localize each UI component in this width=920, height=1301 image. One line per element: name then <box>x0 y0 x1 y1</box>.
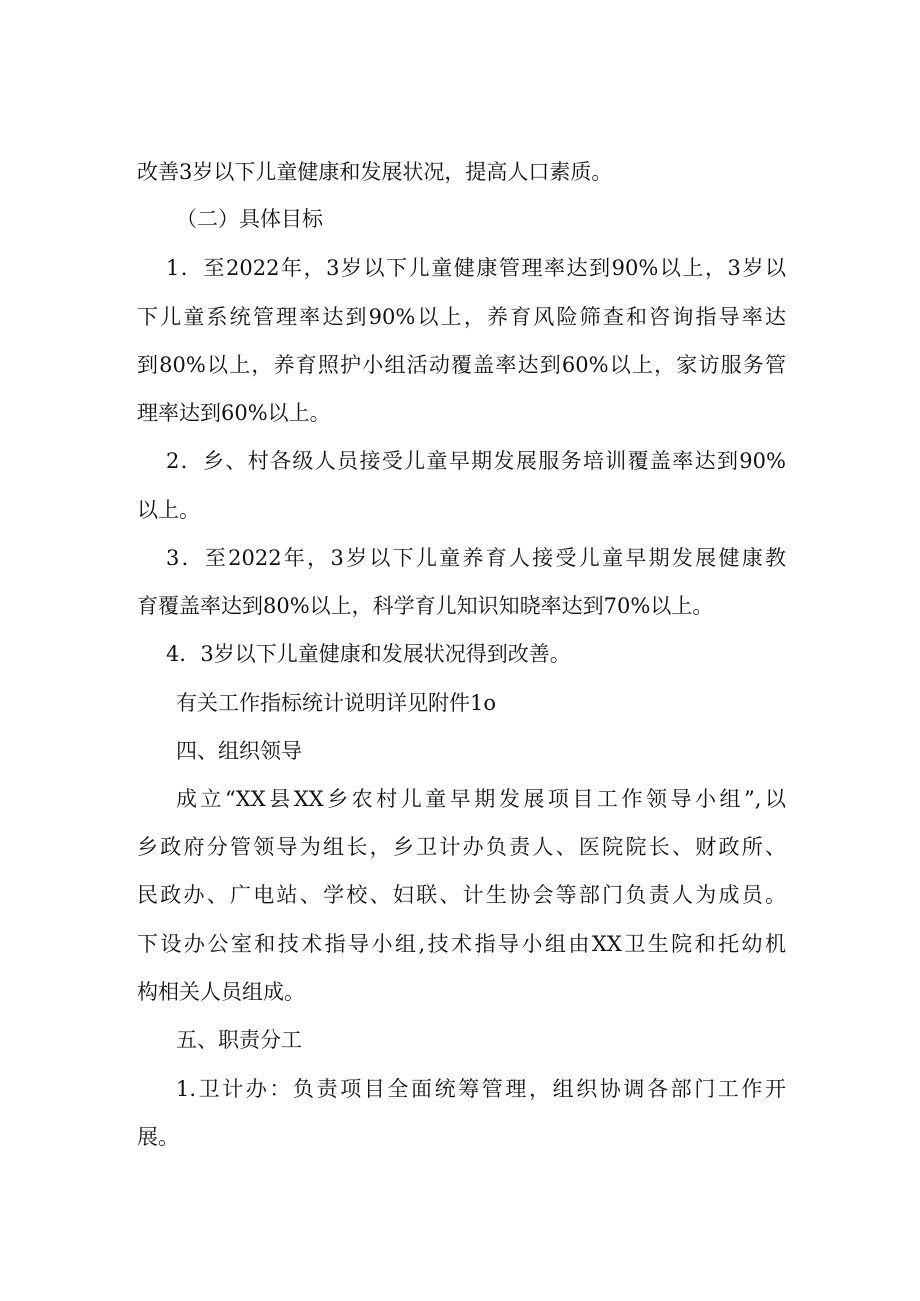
paragraph-line: 下儿童系统管理率达到90%以上，养育风险筛查和咨询指导率达 <box>137 305 786 329</box>
paragraph-line: 民政办、广电站、学校、妇联、计生协会等部门负责人为成员。 <box>137 883 786 907</box>
paragraph-line: 展。 <box>137 1125 179 1149</box>
paragraph-line: 1.卫计办：负责项目全面统筹管理，组织协调各部门工作开 <box>176 1077 786 1101</box>
paragraph-line: 乡政府分管领导为组长，乡卫计办负责人、医院院长、财政所、 <box>137 835 786 859</box>
paragraph-line: 改善3岁以下儿童健康和发展状况，提高人口素质。 <box>137 160 613 184</box>
paragraph-line: 到80%以上，养育照护小组活动覆盖率达到60%以上，家访服务管 <box>137 353 786 377</box>
paragraph-line: 2．乡、村各级人员接受儿童早期发展服务培训覆盖率达到90% <box>166 449 786 473</box>
paragraph-line: 以上。 <box>137 498 200 522</box>
paragraph-line: 构相关人员组成。 <box>137 980 305 1004</box>
paragraph-line: 理率达到60%以上。 <box>137 401 331 425</box>
paragraph-line: 4．3岁以下儿童健康和发展状况得到改善。 <box>166 642 571 666</box>
paragraph-line: 成立“XX县XX乡农村儿童早期发展项目工作领导小组”,以 <box>176 787 786 811</box>
section-heading: （二）具体目标 <box>176 207 323 231</box>
paragraph-line: 3．至2022年，3岁以下儿童养育人接受儿童早期发展健康教 <box>166 546 786 570</box>
paragraph-line: 1．至2022年，3岁以下儿童健康管理率达到90%以上，3岁以 <box>166 256 786 280</box>
section-heading: 五、职责分工 <box>176 1028 302 1052</box>
paragraph-line: 下设办公室和技术指导小组,技术指导小组由XX卫生院和托幼机 <box>137 932 786 956</box>
paragraph-line: 有关工作指标统计说明详见附件1o <box>176 691 497 715</box>
section-heading: 四、组织领导 <box>176 739 302 763</box>
paragraph-line: 育覆盖率达到80%以上，科学育儿知识知晓率达到70%以上。 <box>137 594 714 618</box>
